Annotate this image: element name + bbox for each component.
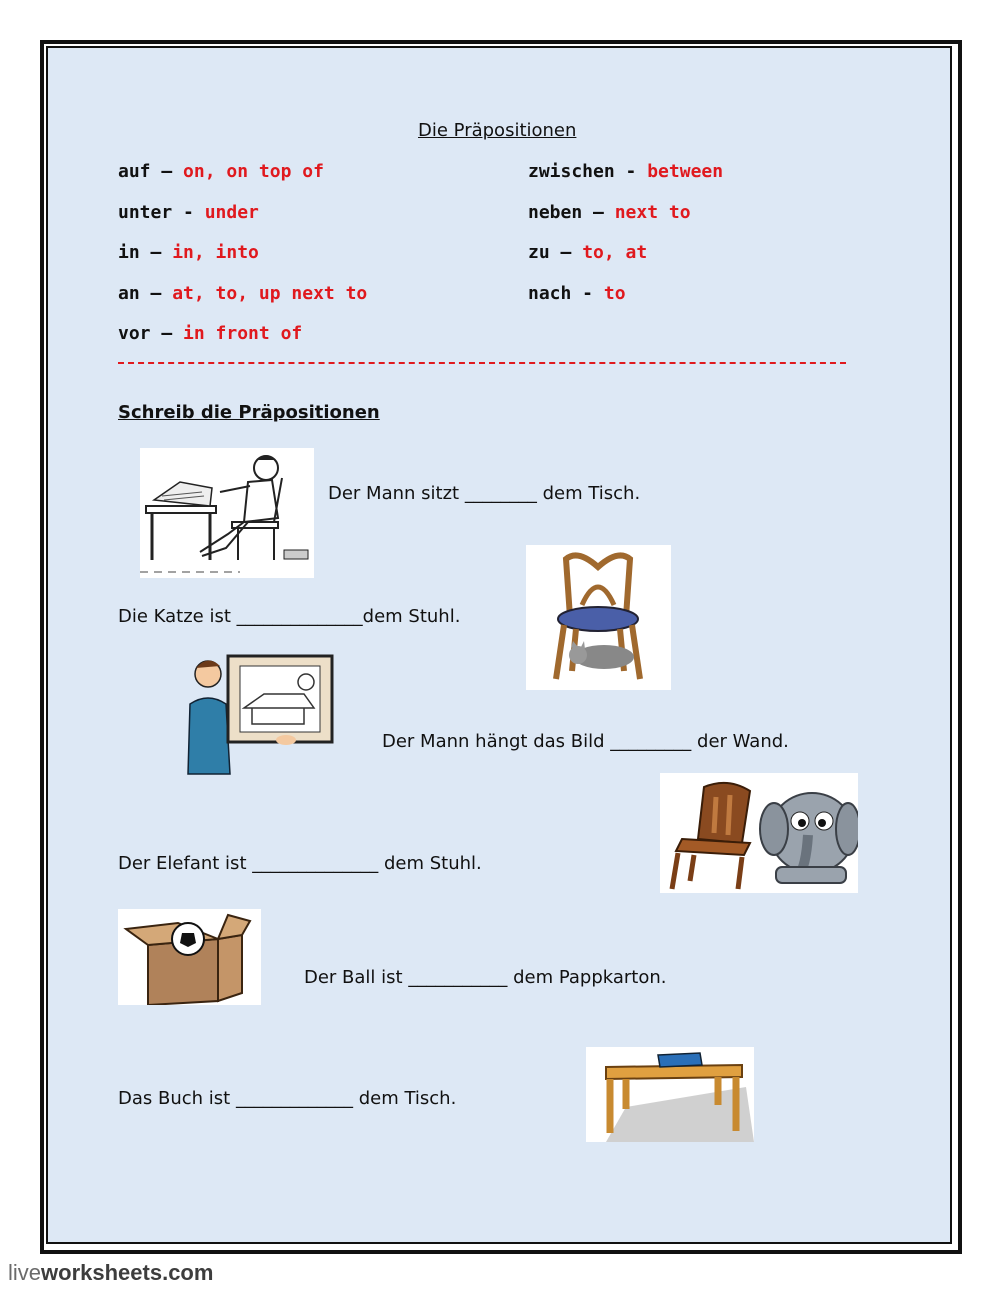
- cat-under-chair-drawing: [526, 545, 671, 690]
- vocab-item: zu – to, at: [528, 242, 648, 263]
- book-on-table-drawing: [586, 1047, 754, 1142]
- vocab-item: in – in, into: [118, 242, 259, 263]
- dashed-divider: [118, 362, 846, 364]
- sentence-4: Der Elefant ist ______________ dem Stuhl.: [118, 853, 482, 874]
- answer-blank[interactable]: _____________: [235, 1088, 353, 1109]
- book-on-table-image: [586, 1047, 754, 1142]
- page-title: Die Präpositionen: [418, 120, 577, 141]
- liveworksheets-logo: liveworksheets.com: [8, 1260, 214, 1285]
- answer-blank[interactable]: ______________: [252, 853, 379, 874]
- chair-and-elephant-drawing: [660, 773, 858, 893]
- vocab-item: an – at, to, up next to: [118, 283, 368, 304]
- man-holding-picture-image: [186, 654, 334, 776]
- man-holding-picture-drawing: [186, 654, 334, 776]
- ball-in-box-drawing: [118, 909, 261, 1005]
- cat-under-chair-image: [526, 545, 671, 690]
- sentence-5: Der Ball ist ___________ dem Pappkarton.: [304, 967, 667, 988]
- vocab-item: zwischen - between: [528, 161, 724, 182]
- answer-blank[interactable]: ________: [464, 483, 537, 504]
- vocab-item: unter - under: [118, 202, 259, 223]
- answer-blank[interactable]: ______________: [236, 606, 363, 627]
- sentence-1: Der Mann sitzt ________ dem Tisch.: [328, 483, 641, 504]
- chair-and-elephant-image: [660, 773, 858, 893]
- sentence-3: Der Mann hängt das Bild _________ der Wand.: [382, 731, 789, 752]
- vocab-item: nach - to: [528, 283, 626, 304]
- man-at-table-drawing: [140, 448, 314, 578]
- exercise-heading: Schreib die Präpositionen: [118, 402, 380, 423]
- ball-in-box-image: [118, 909, 261, 1005]
- vocab-item: auf – on, on top of: [118, 161, 324, 182]
- vocab-item: neben – next to: [528, 202, 691, 223]
- answer-blank[interactable]: _________: [610, 731, 692, 752]
- man-at-table-image: [140, 448, 314, 578]
- worksheet-page: [46, 46, 952, 1244]
- sentence-2: Die Katze ist ______________dem Stuhl.: [118, 606, 461, 627]
- sentence-6: Das Buch ist _____________ dem Tisch.: [118, 1088, 457, 1109]
- answer-blank[interactable]: ___________: [408, 967, 508, 988]
- vocab-item: vor – in front of: [118, 323, 303, 344]
